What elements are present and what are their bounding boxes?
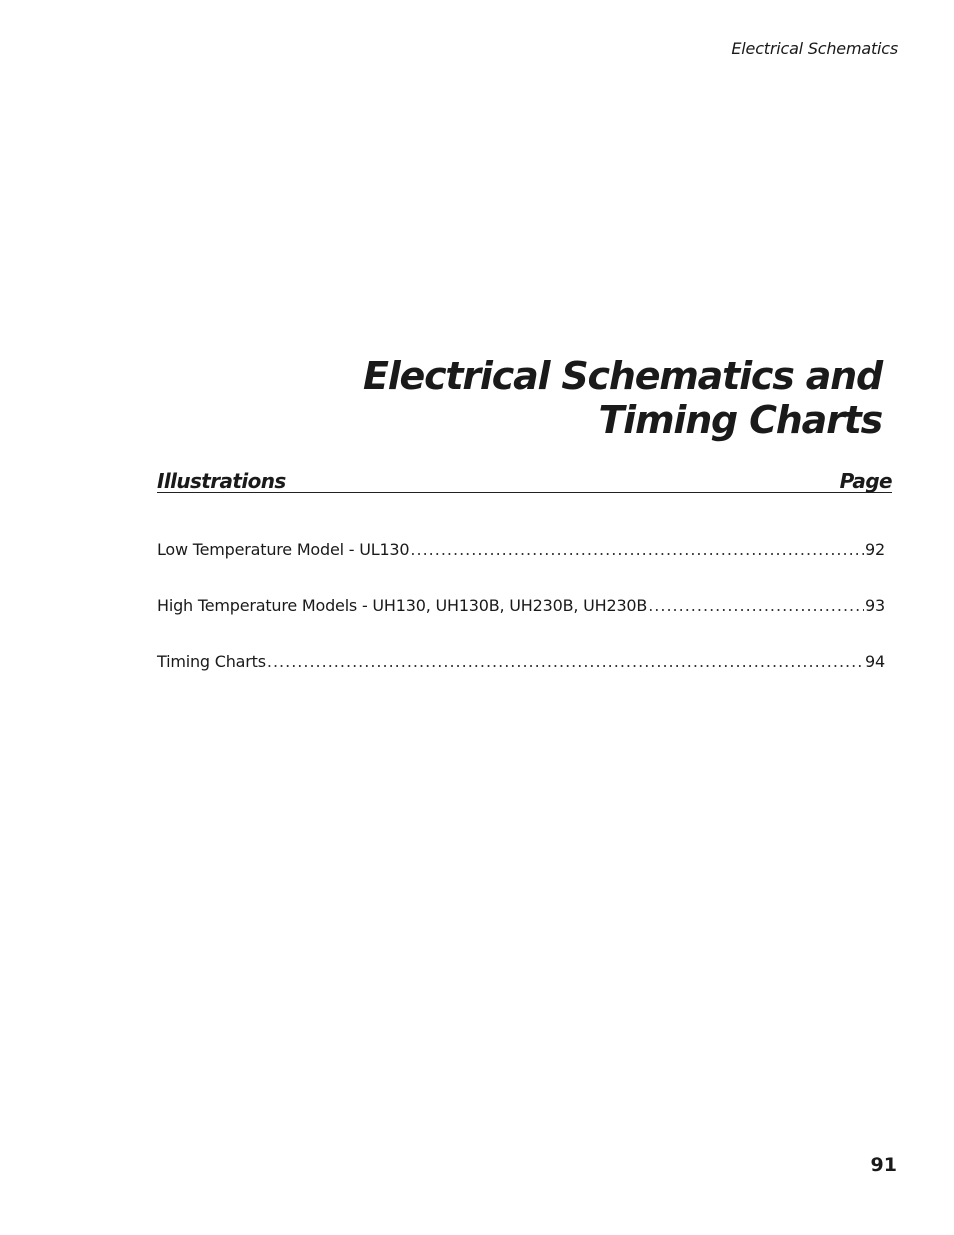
- toc-dot-leader: [648, 596, 864, 615]
- page-number: 91: [870, 1154, 897, 1176]
- toc-entry[interactable]: [157, 596, 885, 652]
- toc-entry-page: 93: [865, 596, 885, 615]
- chapter-title-line-1: Electrical Schematics and: [362, 354, 882, 398]
- toc-entry-label: Timing Charts: [157, 652, 266, 671]
- toc-dot-leader: [267, 652, 864, 671]
- toc-entry-label: High Temperature Models - UH130, UH130B, UH230B, UH230B: [157, 596, 648, 615]
- chapter-title: [363, 354, 882, 442]
- toc-entry-page: 92: [865, 540, 885, 559]
- toc-entry[interactable]: [157, 652, 885, 708]
- toc-heading-illustrations: Illustrations: [157, 469, 286, 493]
- toc-entry-page: 94: [865, 652, 885, 671]
- toc-dot-leader: [410, 540, 864, 559]
- toc-entry[interactable]: [157, 540, 885, 596]
- chapter-title-line-2: Timing Charts: [598, 398, 882, 442]
- toc-header: [157, 467, 892, 493]
- running-header: Electrical Schematics: [731, 39, 898, 58]
- toc-list: [157, 540, 885, 708]
- toc-entry-label: Low Temperature Model - UL130: [157, 540, 410, 559]
- toc-heading-page: Page: [839, 469, 892, 493]
